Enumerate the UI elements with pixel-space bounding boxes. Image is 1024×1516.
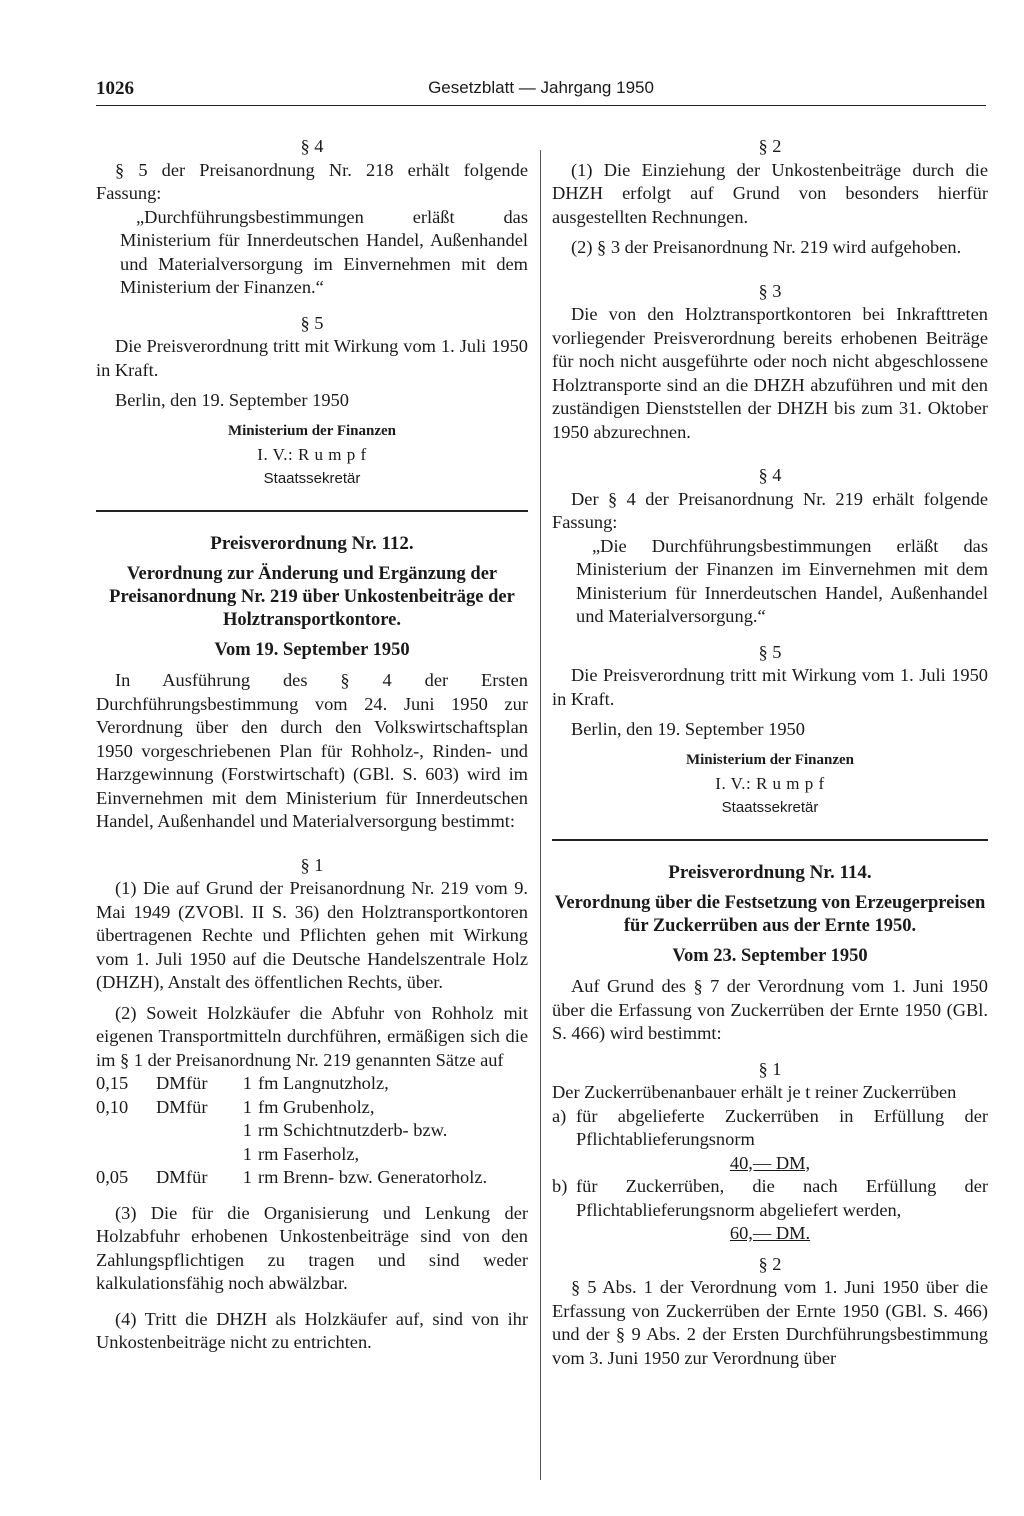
paragraph: Die von den Holztransportkontoren bei Inkrafttreten vorliegender Preisverordnung bereits erhobenen Beiträge für noch nicht ausgeführte oder noch nicht abgeschlossene Holztransporte sind an die DHZH abzuführen und mit den zuständigen Dienststellen der DHZH bis zum 31. Oktober 1950 abzurechnen. bbox=[552, 304, 988, 442]
section-rule bbox=[552, 839, 988, 841]
rate-amount bbox=[96, 1143, 156, 1167]
rate-row bbox=[96, 1143, 528, 1167]
rate-amount bbox=[96, 1119, 156, 1143]
rate-unit: rm Brenn- bzw. Generatorholz. bbox=[258, 1167, 488, 1187]
left-column bbox=[96, 135, 528, 1355]
paragraph: Die Preisverordnung tritt mit Wirkung vom 1. Juli 1950 in Kraft. bbox=[552, 665, 988, 709]
paragraph: (1) Die Einziehung der Unkostenbeiträge durch die DHZH erfolgt auf Grund von besonders hierfür ausgestellten Rechnungen. bbox=[552, 159, 988, 227]
rate-unit: rm Schichtnutzderb- bzw. bbox=[258, 1120, 448, 1140]
column-divider bbox=[540, 150, 541, 1480]
rate-per bbox=[186, 1143, 222, 1167]
rate-currency: DM bbox=[156, 1073, 186, 1093]
rate-currency bbox=[156, 1119, 186, 1143]
rate-currency: DM bbox=[156, 1096, 186, 1117]
ordinance-title: Verordnung über die Festsetzung von Erzeugerpreisen für Zuckerrüben aus der Ernte 1950. bbox=[554, 892, 986, 936]
list-item bbox=[552, 1175, 988, 1222]
paragraph: (4) Tritt die DHZH als Holzkäufer auf, sind von ihr Unkostenbeiträge nicht zu entrichten. bbox=[96, 1308, 528, 1352]
signature-ministry: Ministerium der Finanzen bbox=[685, 751, 855, 768]
section-rule bbox=[96, 510, 528, 512]
page-number: 1026 bbox=[96, 78, 134, 99]
list-item-text: für Zuckerrüben, die nach Erfüllung der Pflichtablieferungsnorm abgeliefert werden, bbox=[576, 1176, 988, 1220]
section-heading: § 4 bbox=[758, 465, 782, 485]
rate-row bbox=[96, 1119, 528, 1143]
rate-row bbox=[96, 1072, 528, 1096]
header-rule bbox=[96, 105, 986, 106]
paragraph: Auf Grund des § 7 der Verordnung vom 1. Juni 1950 über die Erfassung von Zuckerrüben der Ernte 1950 (GBl. S. 466) wird bestimmt: bbox=[552, 976, 988, 1043]
list-item bbox=[552, 1105, 988, 1152]
rate-qty: 1 bbox=[242, 1167, 252, 1187]
page-header bbox=[96, 78, 986, 108]
paragraph: In Ausführung des § 4 der Ersten Durchführungsbestimmung vom 24. Juni 1950 zur Verordnung über den durch den Volkswirtschaftsplan 1950 vorgeschriebenen Plan für Rohholz-, Rinden- und Harzgewinnung (Forstwirtschaft) (GBl. S. 603) wird im Einvernehmen mit dem Ministerium für Innerdeutschen Handel, Außenhandel und Materialversorgung bestimmt: bbox=[96, 670, 528, 831]
ordinance-number: Preisverordnung Nr. 114. bbox=[668, 862, 872, 883]
list-item-label: b) bbox=[552, 1176, 568, 1196]
list-item-text: für abgelieferte Zuckerrüben in Erfüllung der Pflichtablieferungsnorm bbox=[576, 1105, 988, 1149]
rate-unit: fm Grubenholz, bbox=[258, 1096, 375, 1117]
rate-row bbox=[96, 1166, 528, 1190]
paragraph: Der Zuckerrübenanbauer erhält je t reiner Zuckerrüben bbox=[552, 1082, 957, 1102]
paragraph: § 5 Abs. 1 der Verordnung vom 1. Juni 1950 über die Erfassung von Zuckerrüben der Ernte 1950 (GBl. S. 466) und der § 9 Abs. 2 der Ersten Durchführungsbestimmung vom 3. Juni 1950 zur Verordnung über bbox=[552, 1277, 988, 1368]
section-heading: § 3 bbox=[758, 280, 782, 301]
rate-currency bbox=[156, 1143, 186, 1167]
place-date: Berlin, den 19. September 1950 bbox=[571, 719, 805, 739]
signature-block bbox=[552, 749, 988, 820]
rate-amount: 0,10 bbox=[96, 1096, 129, 1117]
ordinance-date: Vom 19. September 1950 bbox=[214, 639, 410, 660]
section-heading: § 2 bbox=[758, 136, 782, 156]
rate-qty: 1 bbox=[242, 1120, 252, 1140]
rate-qty: 1 bbox=[242, 1143, 252, 1164]
signature-block bbox=[96, 420, 528, 491]
paragraph: (1) Die auf Grund der Preisanordnung Nr. 219 vom 9. Mai 1949 (ZVOBl. II S. 36) den Holztransportkontoren übertragenen Rechte und Pflichten gehen mit Wirkung vom 1. Juli 1950 auf die Deutsche Handelszentrale Holz (DHZH), Anstalt des öffentlichen Rechts, über. bbox=[96, 878, 528, 992]
paragraph: Der § 4 der Preisanordnung Nr. 219 erhält folgende Fassung: bbox=[552, 488, 988, 532]
quoted-text: „Die Durchführungsbestimmungen erläßt das Ministerium der Finanzen im Einvernehmen mit dem Ministerium für Innerdeutschen Handel, Außenhandel und Materialversorgung.“ bbox=[576, 535, 988, 626]
price-value: 60,— DM. bbox=[729, 1223, 811, 1243]
rate-qty: 1 bbox=[242, 1073, 252, 1093]
rate-row bbox=[96, 1096, 528, 1120]
ordinance-title: Verordnung zur Änderung und Ergänzung der Preisanordnung Nr. 219 über Unkostenbeiträge der Holztransportkontore. bbox=[109, 563, 515, 630]
rate-amount: 0,15 bbox=[96, 1073, 129, 1093]
signature-position: Staatssekretär bbox=[263, 469, 361, 487]
rate-per: für bbox=[186, 1073, 208, 1093]
list-item-label: a) bbox=[552, 1105, 567, 1126]
quoted-text: „Durchführungsbestimmungen erläßt das Ministerium für Innerdeutschen Handel, Außenhandel und Materialversorgung im Einvernehmen mit dem Ministerium der Finanzen.“ bbox=[120, 206, 528, 297]
paragraph: § 5 der Preisanordnung Nr. 218 erhält folgende Fassung: bbox=[96, 159, 528, 203]
rate-currency: DM bbox=[156, 1167, 186, 1187]
rate-per: für bbox=[186, 1167, 208, 1187]
rate-per bbox=[186, 1119, 222, 1143]
signature-person: I. V.: R u m p f bbox=[257, 445, 367, 464]
signature-position: Staatssekretär bbox=[721, 798, 819, 816]
rate-per: für bbox=[186, 1096, 208, 1117]
section-heading: § 2 bbox=[758, 1253, 782, 1274]
rate-table bbox=[96, 1072, 528, 1190]
paragraph: (3) Die für die Organisierung und Lenkung der Holzabfuhr erhobenen Unkostenbeiträge sind von den Zahlungspflichtigen zu tragen und sind weder kalkulationsfähig noch abwälzbar. bbox=[96, 1202, 528, 1293]
section-heading: § 5 bbox=[758, 641, 782, 662]
section-heading: § 1 bbox=[758, 1058, 782, 1079]
paragraph: Die Preisverordnung tritt mit Wirkung vom 1. Juli 1950 in Kraft. bbox=[96, 336, 528, 380]
rate-unit: fm Langnutzholz, bbox=[258, 1073, 389, 1093]
journal-title: Gesetzblatt — Jahrgang 1950 bbox=[428, 78, 654, 97]
price-value: 40,— DM, bbox=[729, 1152, 811, 1173]
right-column bbox=[552, 135, 988, 1370]
section-heading: § 1 bbox=[300, 854, 324, 875]
rate-qty: 1 bbox=[242, 1096, 252, 1117]
paragraph: (2) § 3 der Preisanordnung Nr. 219 wird aufgehoben. bbox=[571, 237, 962, 257]
rate-unit: rm Faserholz, bbox=[258, 1143, 360, 1164]
rate-amount: 0,05 bbox=[96, 1167, 129, 1187]
signature-ministry: Ministerium der Finanzen bbox=[227, 422, 397, 439]
paragraph: (2) Soweit Holzkäufer die Abfuhr von Rohholz mit eigenen Transportmitteln durchführen, ermäßigen sich die im § 1 der Preisanordnung Nr. 219 genannten Sätze auf bbox=[96, 1002, 528, 1070]
ordinance-date: Vom 23. September 1950 bbox=[672, 945, 868, 966]
section-heading: § 4 bbox=[300, 136, 324, 156]
place-date: Berlin, den 19. September 1950 bbox=[115, 390, 349, 410]
ordinance-number: Preisverordnung Nr. 112. bbox=[210, 533, 414, 554]
section-heading: § 5 bbox=[300, 312, 324, 333]
signature-person: I. V.: R u m p f bbox=[715, 774, 825, 793]
